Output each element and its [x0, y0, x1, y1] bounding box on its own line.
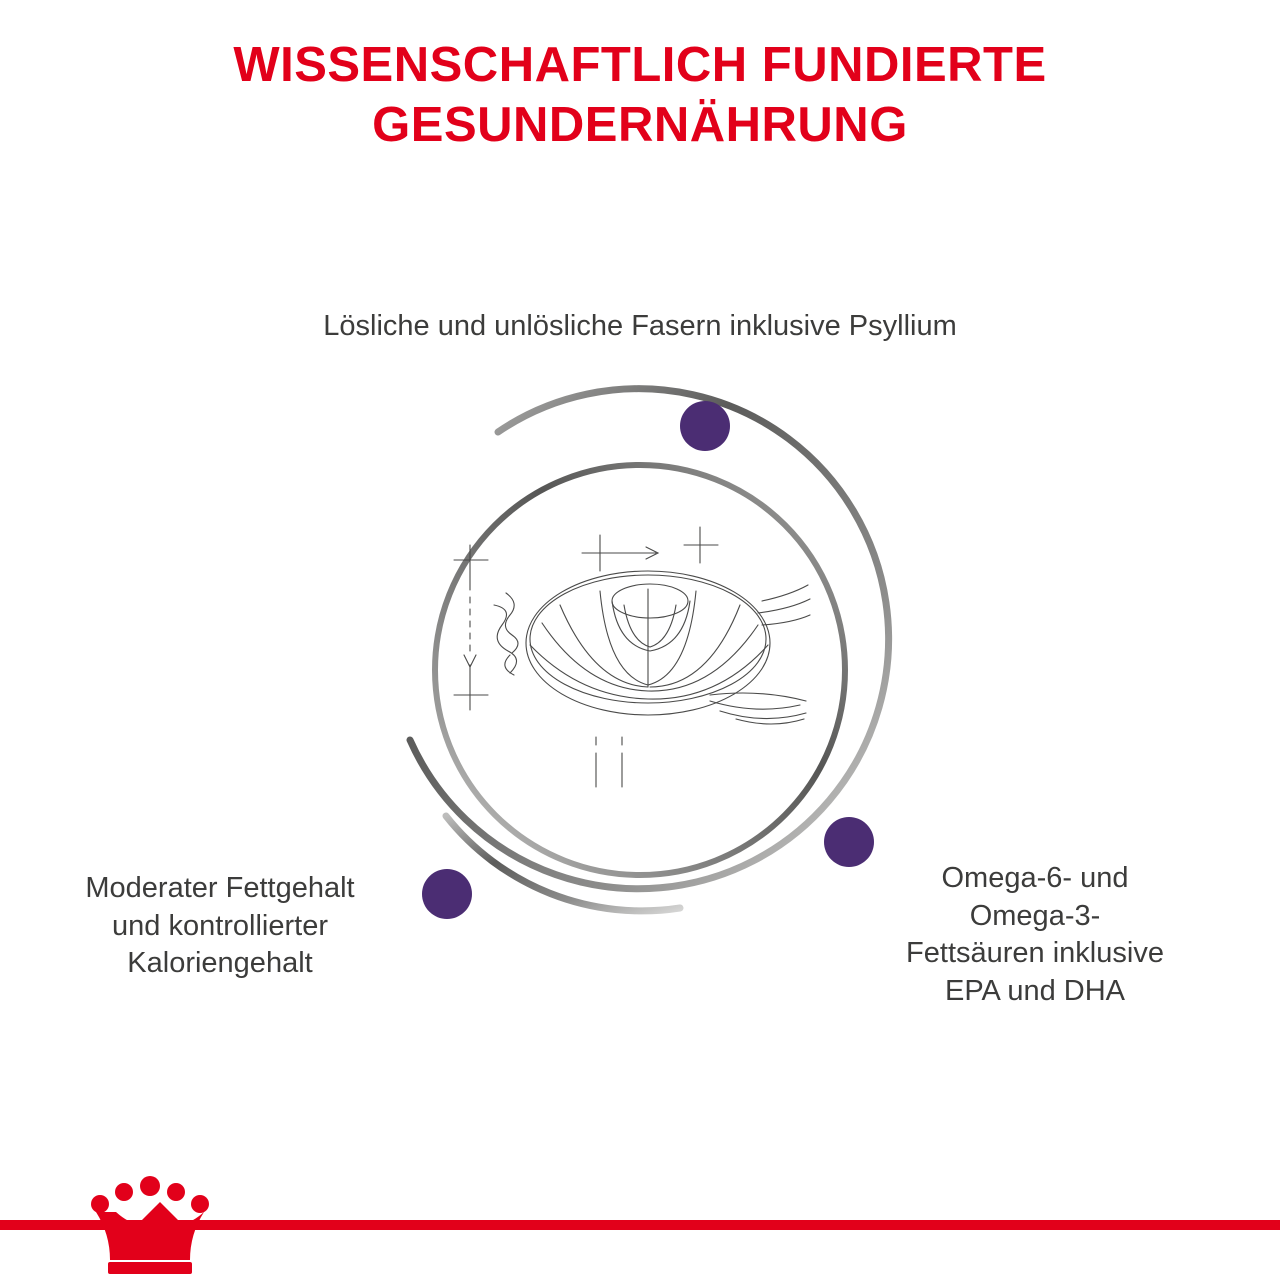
- orbit-dot-top: [680, 401, 730, 451]
- label-fat-content-line-1: Moderater Fettgehalt: [85, 872, 355, 904]
- label-omega-line-3: Fettsäuren inklusive: [906, 937, 1164, 970]
- label-fibers: Lösliche und unlösliche Fasern inklusive Psyllium: [323, 310, 957, 342]
- label-fat-content: [20, 870, 420, 983]
- label-omega-line-4: EPA und DHA: [944, 975, 1125, 1008]
- royal-canin-crown-logo-icon: [86, 1174, 214, 1274]
- orbit-dot-right: [824, 817, 874, 867]
- page-title-line-2: GESUNDERNÄHRUNG: [372, 97, 908, 152]
- orbit-dot-left: [422, 869, 472, 919]
- label-omega-line-1: Omega-6- und: [941, 862, 1129, 894]
- kibble-sketch-icon: [410, 505, 860, 805]
- footer: [0, 1168, 1280, 1280]
- label-omega-line-2: Omega-3-: [969, 899, 1101, 932]
- benefits-diagram: [0, 290, 1280, 1080]
- label-fat-content-line-3: Kaloriengehalt: [127, 947, 313, 980]
- label-fat-content-line-2: und kontrollierter: [112, 909, 328, 942]
- label-omega: [870, 860, 1200, 1011]
- page-title: [0, 36, 1280, 156]
- page-title-line-1: WISSENSCHAFTLICH FUNDIERTE: [233, 38, 1047, 92]
